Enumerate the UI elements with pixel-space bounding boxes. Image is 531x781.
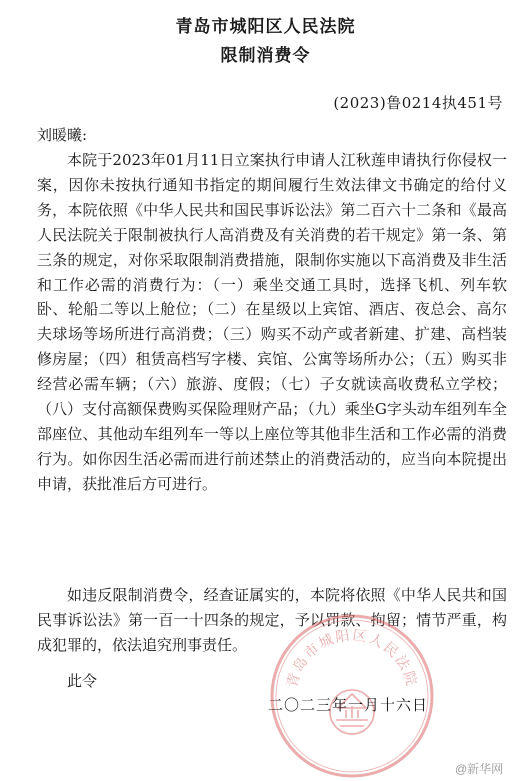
- addressee: 刘暖曦:: [37, 126, 88, 144]
- court-name: 青岛市城阳区人民法院: [175, 17, 356, 37]
- issue-date: 二〇二三年一月十六日: [268, 696, 429, 714]
- closing: 此令: [67, 672, 98, 690]
- case-number: (2023)鲁0214执451号: [333, 94, 503, 112]
- body-paragraph-1: 本院于2023年01月11日立案执行申请人江秋莲申请执行你侵权一案，因你未按执行通知书指定的期间履行生效法律文书确定的给付义务，本院依照《中华人民共和国民事诉讼法》第二百六十二条和《最高人民法院关于限制被执行人高消费及有关消费的若干规定》第一条、第三条的规定，对你采取限制消费措施，限制你实施以下高消费及非生活和工作必需的消费行为：（一）乘坐交通工具时，选择飞机、列车软卧、轮船二等以上舱位；（二）在星级以上宾馆、酒店、夜总会、高尔夫球场等场所进行高消费；（三）购买不动产或者新建、扩建、高档装修房屋；（四）租赁高档写字楼、宾馆、公寓等场所办公；（五）购买非经营必需车辆；（六）旅游、度假；（七）子女就读高收费私立学校；（八）支付高额保费购买保险理财产品；（九）乘坐G字头动车组列车全部座位、其他动车组列车一等以上座位等其他非生活和工作必需的消费行为。如你因生活必需而进行前述禁止的消费活动的，应当向本院提出申请，获批准后方可进行。: [37, 151, 507, 493]
- document-title: 限制消费令: [220, 46, 311, 66]
- source-watermark: @新华网: [455, 762, 504, 776]
- body-paragraph-2: 如违反限制消费令，经查证属实的，本院将依照《中华人民共和国民事诉讼法》第一百一十四条的规定，予以罚款、拘留；情节严重，构成犯罪的，依法追究刑事责任。: [37, 586, 507, 654]
- seal-text: 青岛市城阳区人民法院: [284, 627, 420, 690]
